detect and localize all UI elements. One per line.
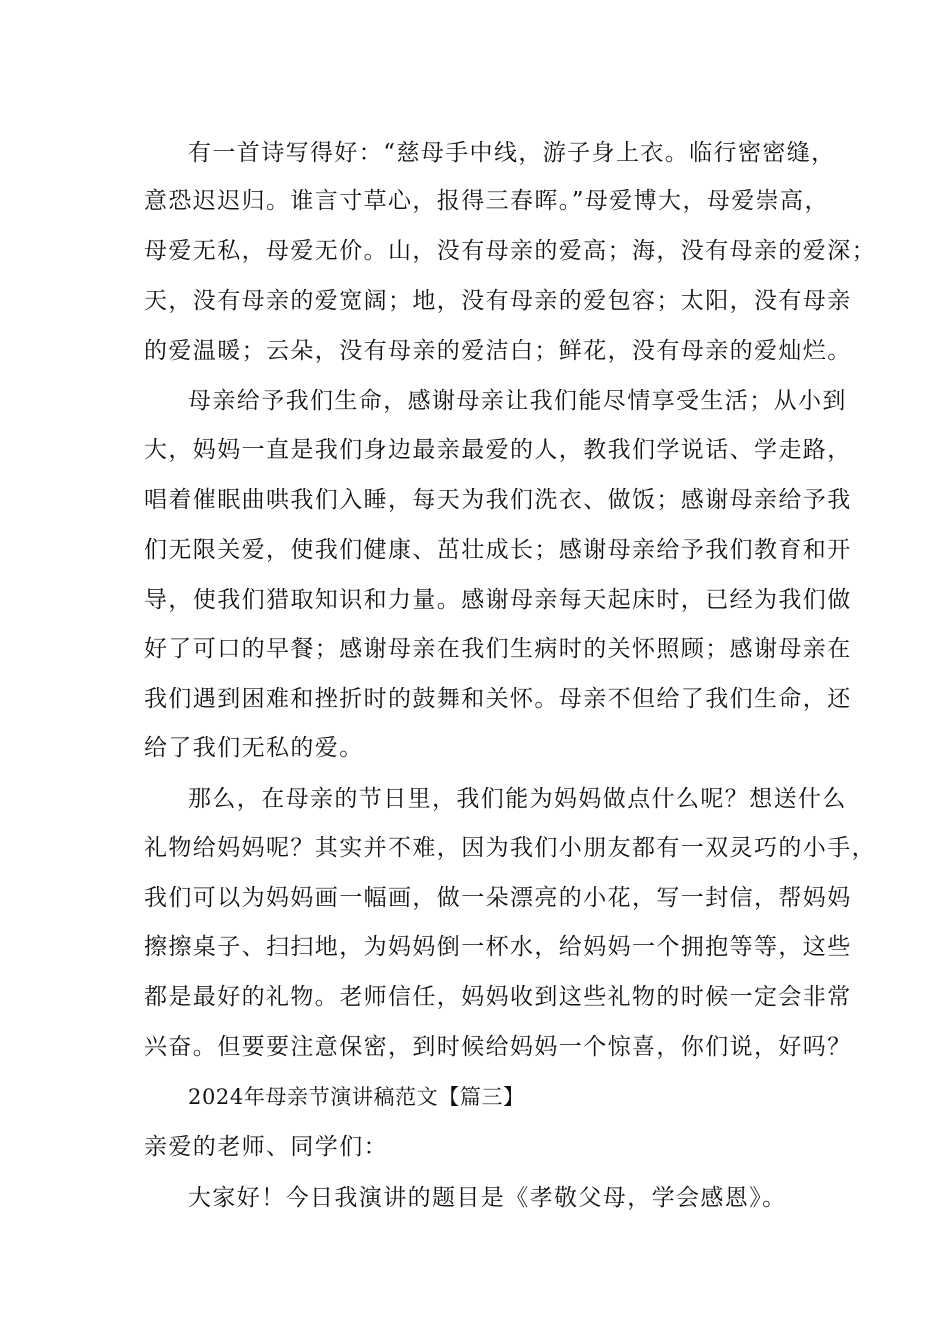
- paragraph-line: 给了我们无私的爱。: [144, 735, 364, 761]
- paragraph-line: 都是最好的礼物。老师信任，妈妈收到这些礼物的时候一定会非常: [144, 984, 852, 1010]
- paragraph-line: 我们可以为妈妈画一幅画，做一朵漂亮的小花，写一封信，帮妈妈: [144, 885, 852, 911]
- greeting-line: 亲爱的老师、同学们：: [144, 1134, 388, 1160]
- opening-line: 大家好！今日我演讲的题目是《孝敬父母，学会感恩》。: [188, 1185, 787, 1211]
- paragraph-line: 大，妈妈一直是我们身边最亲最爱的人，教我们学说话、学走路，: [144, 437, 852, 463]
- paragraph-line: 天，没有母亲的爱宽阔；地，没有母亲的爱包容；太阳，没有母亲: [144, 288, 852, 314]
- paragraph-line: 们无限关爱，使我们健康、茁壮成长；感谢母亲给予我们教育和开: [144, 537, 852, 563]
- paragraph-line: 好了可口的早餐；感谢母亲在我们生病时的关怀照顾；感谢母亲在: [144, 636, 852, 662]
- paragraph-line: 唱着催眠曲哄我们入睡，每天为我们洗衣、做饭；感谢母亲给予我: [144, 487, 852, 513]
- paragraph-line: 兴奋。但要要注意保密，到时候给妈妈一个惊喜，你们说，好吗？: [144, 1034, 852, 1060]
- paragraph-line: 我们遇到困难和挫折时的鼓舞和关怀。母亲不但给了我们生命，还: [144, 686, 852, 712]
- paragraph-line: 擦擦桌子、扫扫地，为妈妈倒一杯水，给妈妈一个拥抱等等，这些: [144, 934, 852, 960]
- paragraph-line: 有一首诗写得好：“慈母手中线，游子身上衣。临行密密缝，: [188, 140, 836, 166]
- paragraph-line: 那么，在母亲的节日里，我们能为妈妈做点什么呢？想送什么: [188, 786, 847, 812]
- paragraph-line: 意恐迟迟归。谁言寸草心，报得三春晖。”母爱博大，母爱崇高，: [144, 188, 829, 214]
- paragraph-line: 的爱温暖；云朵，没有母亲的爱洁白；鲜花，没有母亲的爱灿烂。: [144, 338, 852, 364]
- paragraph-line: 导，使我们猎取知识和力量。感谢母亲每天起床时，已经为我们做: [144, 587, 852, 613]
- section-heading: 2024年母亲节演讲稿范文【篇三】: [188, 1085, 525, 1109]
- paragraph-line: 礼物给妈妈呢？其实并不难，因为我们小朋友都有一双灵巧的小手，: [144, 835, 876, 861]
- paragraph-line: 母亲给予我们生命，感谢母亲让我们能尽情享受生活；从小到: [188, 388, 847, 414]
- paragraph-line: 母爱无私，母爱无价。山，没有母亲的爱高；海，没有母亲的爱深；: [144, 238, 876, 264]
